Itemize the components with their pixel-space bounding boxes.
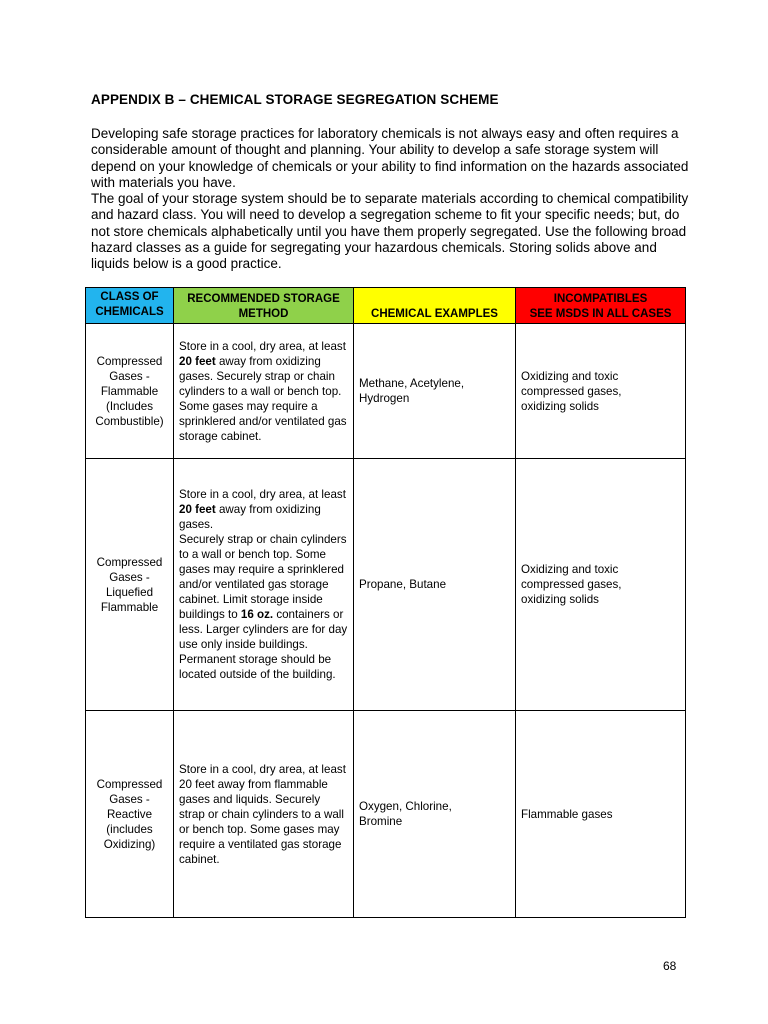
intro-paragraph-2: The goal of your storage system should be to separate materials according to chemical compatibility and hazard class. You will need to develop a segregation scheme to fit your specific needs; but, do not store chemicals alphabetically until you have them properly segregated. Use the following broad hazard classes as a guide for segregating your hazardous chemicals. Storing solids above and liquids below is a good practice. xyxy=(91,191,689,272)
method-text: away from oxidizing gases. xyxy=(179,503,321,531)
class-line: Combustible) xyxy=(95,414,164,428)
method-text: Store in a cool, dry area, at least xyxy=(179,339,346,353)
header-class xyxy=(86,288,174,324)
examples-cell xyxy=(354,711,516,918)
segregation-table xyxy=(85,287,686,918)
class-cell xyxy=(86,711,174,918)
header-class-line2: CHEMICALS xyxy=(95,306,164,318)
class-line: Oxidizing) xyxy=(103,837,156,851)
method-cell xyxy=(174,459,354,711)
incompat-line: Oxidizing and toxic xyxy=(521,563,619,576)
table-row xyxy=(86,324,686,459)
incompat-line: oxidizing solids xyxy=(521,593,599,606)
class-line: Liquefied xyxy=(105,585,154,599)
class-line: Compressed xyxy=(96,555,163,569)
method-text: Securely strap or chain cylinders to a wall or bench top. Some gases may require a sprinklered and/or ventilated gas storage cabinet. Limit storage inside buildings to xyxy=(179,533,347,621)
examples-line: Hydrogen xyxy=(359,392,410,405)
method-bold-text: 20 feet xyxy=(179,503,216,516)
class-line: Gases - xyxy=(109,792,150,806)
header-incompat-line1: INCOMPATIBLES xyxy=(553,293,648,305)
class-line: Gases - xyxy=(109,570,150,584)
page-title: APPENDIX B – CHEMICAL STORAGE SEGREGATION SCHEME xyxy=(91,92,499,107)
incompatibles-cell xyxy=(516,459,686,711)
page-number: 68 xyxy=(663,959,677,973)
examples-line: Bromine xyxy=(359,815,403,828)
examples-cell xyxy=(354,459,516,711)
method-text: Store in a cool, dry area, at least xyxy=(179,488,346,501)
method-text: Store in a cool, dry area, at least 20 feet away from flammable gases and liquids. Securely strap or chain cylinders to a wall or bench top. Some gases may require a ventilated gas storage cabinet. xyxy=(179,762,346,866)
intro-paragraph-1: Developing safe storage practices for laboratory chemicals is not always easy and often requires a considerable amount of thought and planning. Your ability to develop a safe storage system will depend on your knowledge of chemicals or your ability to find information on the hazards associated with materials you have. xyxy=(91,126,689,190)
header-class-line1: CLASS OF xyxy=(100,291,159,303)
table-row xyxy=(86,459,686,711)
examples-line: Oxygen, Chlorine, xyxy=(359,800,452,813)
method-cell xyxy=(174,324,354,459)
header-method xyxy=(174,288,354,324)
examples-cell xyxy=(354,324,516,459)
class-line: (includes xyxy=(106,822,153,836)
incompat-line: compressed gases, xyxy=(521,578,622,591)
method-bold-text: 20 feet xyxy=(179,354,216,368)
class-line: Compressed xyxy=(96,354,163,368)
method-text: containers or less. Larger cylinders are for day use only inside buildings. Permanent storage should be located outside of the building. xyxy=(179,608,348,681)
intro-text xyxy=(91,126,691,273)
class-line: Compressed xyxy=(96,777,163,791)
class-cell xyxy=(86,324,174,459)
examples-line: Methane, Acetylene, xyxy=(359,377,465,390)
header-method-line1: RECOMMENDED STORAGE xyxy=(187,293,340,305)
table-row xyxy=(86,711,686,918)
incompat-line: compressed gases, xyxy=(521,384,622,398)
class-line: (Includes xyxy=(105,399,154,413)
header-examples xyxy=(354,288,516,324)
header-method-line2: METHOD xyxy=(238,308,289,320)
header-incompatibles xyxy=(516,288,686,324)
incompat-line: Oxidizing and toxic xyxy=(521,369,619,383)
examples-line: Propane, Butane xyxy=(359,578,447,591)
class-line: Gases - xyxy=(109,369,150,383)
incompat-line: Flammable gases xyxy=(521,807,613,821)
class-line: Flammable xyxy=(100,384,159,398)
header-incompat-line2: SEE MSDS IN ALL CASES xyxy=(529,308,672,320)
method-bold-text: 16 oz. xyxy=(240,608,274,621)
method-text: away from oxidizing gases. Securely strap or chain cylinders to a wall or bench top. Some gases may require a sprinklered and/or ventilated gas storage cabinet. xyxy=(179,354,347,443)
header-examples-text: CHEMICAL EXAMPLES xyxy=(371,308,498,320)
class-line: Reactive xyxy=(106,807,153,821)
incompatibles-cell xyxy=(516,711,686,918)
incompat-line: oxidizing solids xyxy=(521,399,599,413)
method-cell xyxy=(174,711,354,918)
class-cell xyxy=(86,459,174,711)
table-header-row xyxy=(86,288,686,324)
incompatibles-cell xyxy=(516,324,686,459)
class-line: Flammable xyxy=(100,600,159,614)
